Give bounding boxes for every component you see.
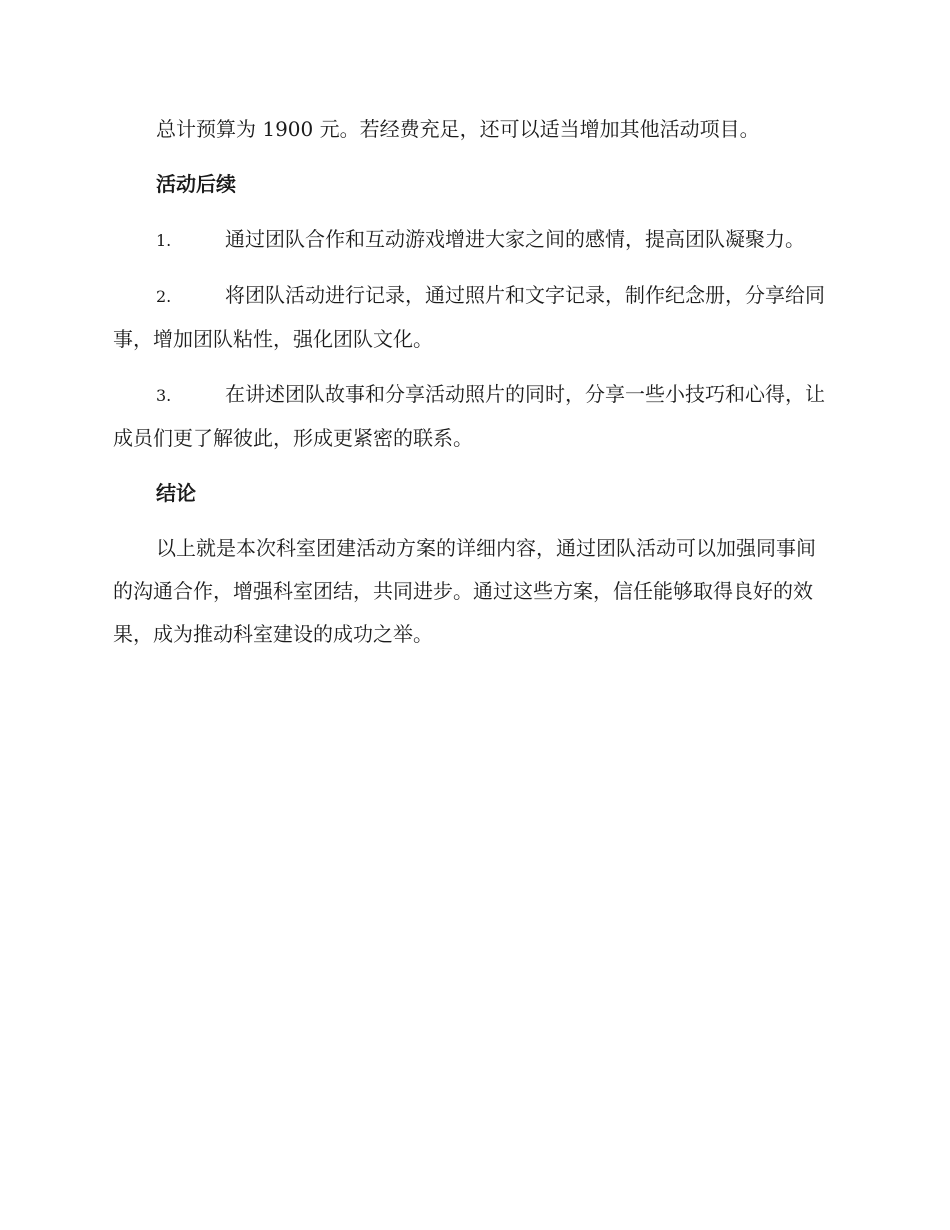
followup-item-1 [113,218,835,262]
conclusion-heading: 结论 [156,481,196,505]
list-number: 3. [156,386,172,405]
document-body [113,108,835,656]
list-item-text: 在讲述团队故事和分享活动照片的同时，分享一些小技巧和心得，让成员们更了解彼此，形成更紧密的联系。 [113,382,825,450]
conclusion-paragraph: 以上就是本次科室团建活动方案的详细内容，通过团队活动可以加强同事间的沟通合作，增强科室团结，共同进步。通过这些方案，信任能够取得良好的效果，成为推动科室建设的成功之举。 [113,536,816,646]
list-number: 2. [156,287,172,306]
list-item-text: 将团队活动进行记录，通过照片和文字记录，制作纪念册，分享给同事，增加团队粘性，强化团队文化。 [113,283,825,351]
followup-item-3 [113,373,835,460]
list-item-text: 通过团队合作和互动游戏增进大家之间的感情，提高团队凝聚力。 [225,227,805,251]
followup-item-2 [113,274,835,361]
followup-heading: 活动后续 [156,172,236,196]
budget-paragraph: 总计预算为 1900 元。若经费充足，还可以适当增加其他活动项目。 [156,117,760,141]
list-number: 1. [156,231,172,250]
